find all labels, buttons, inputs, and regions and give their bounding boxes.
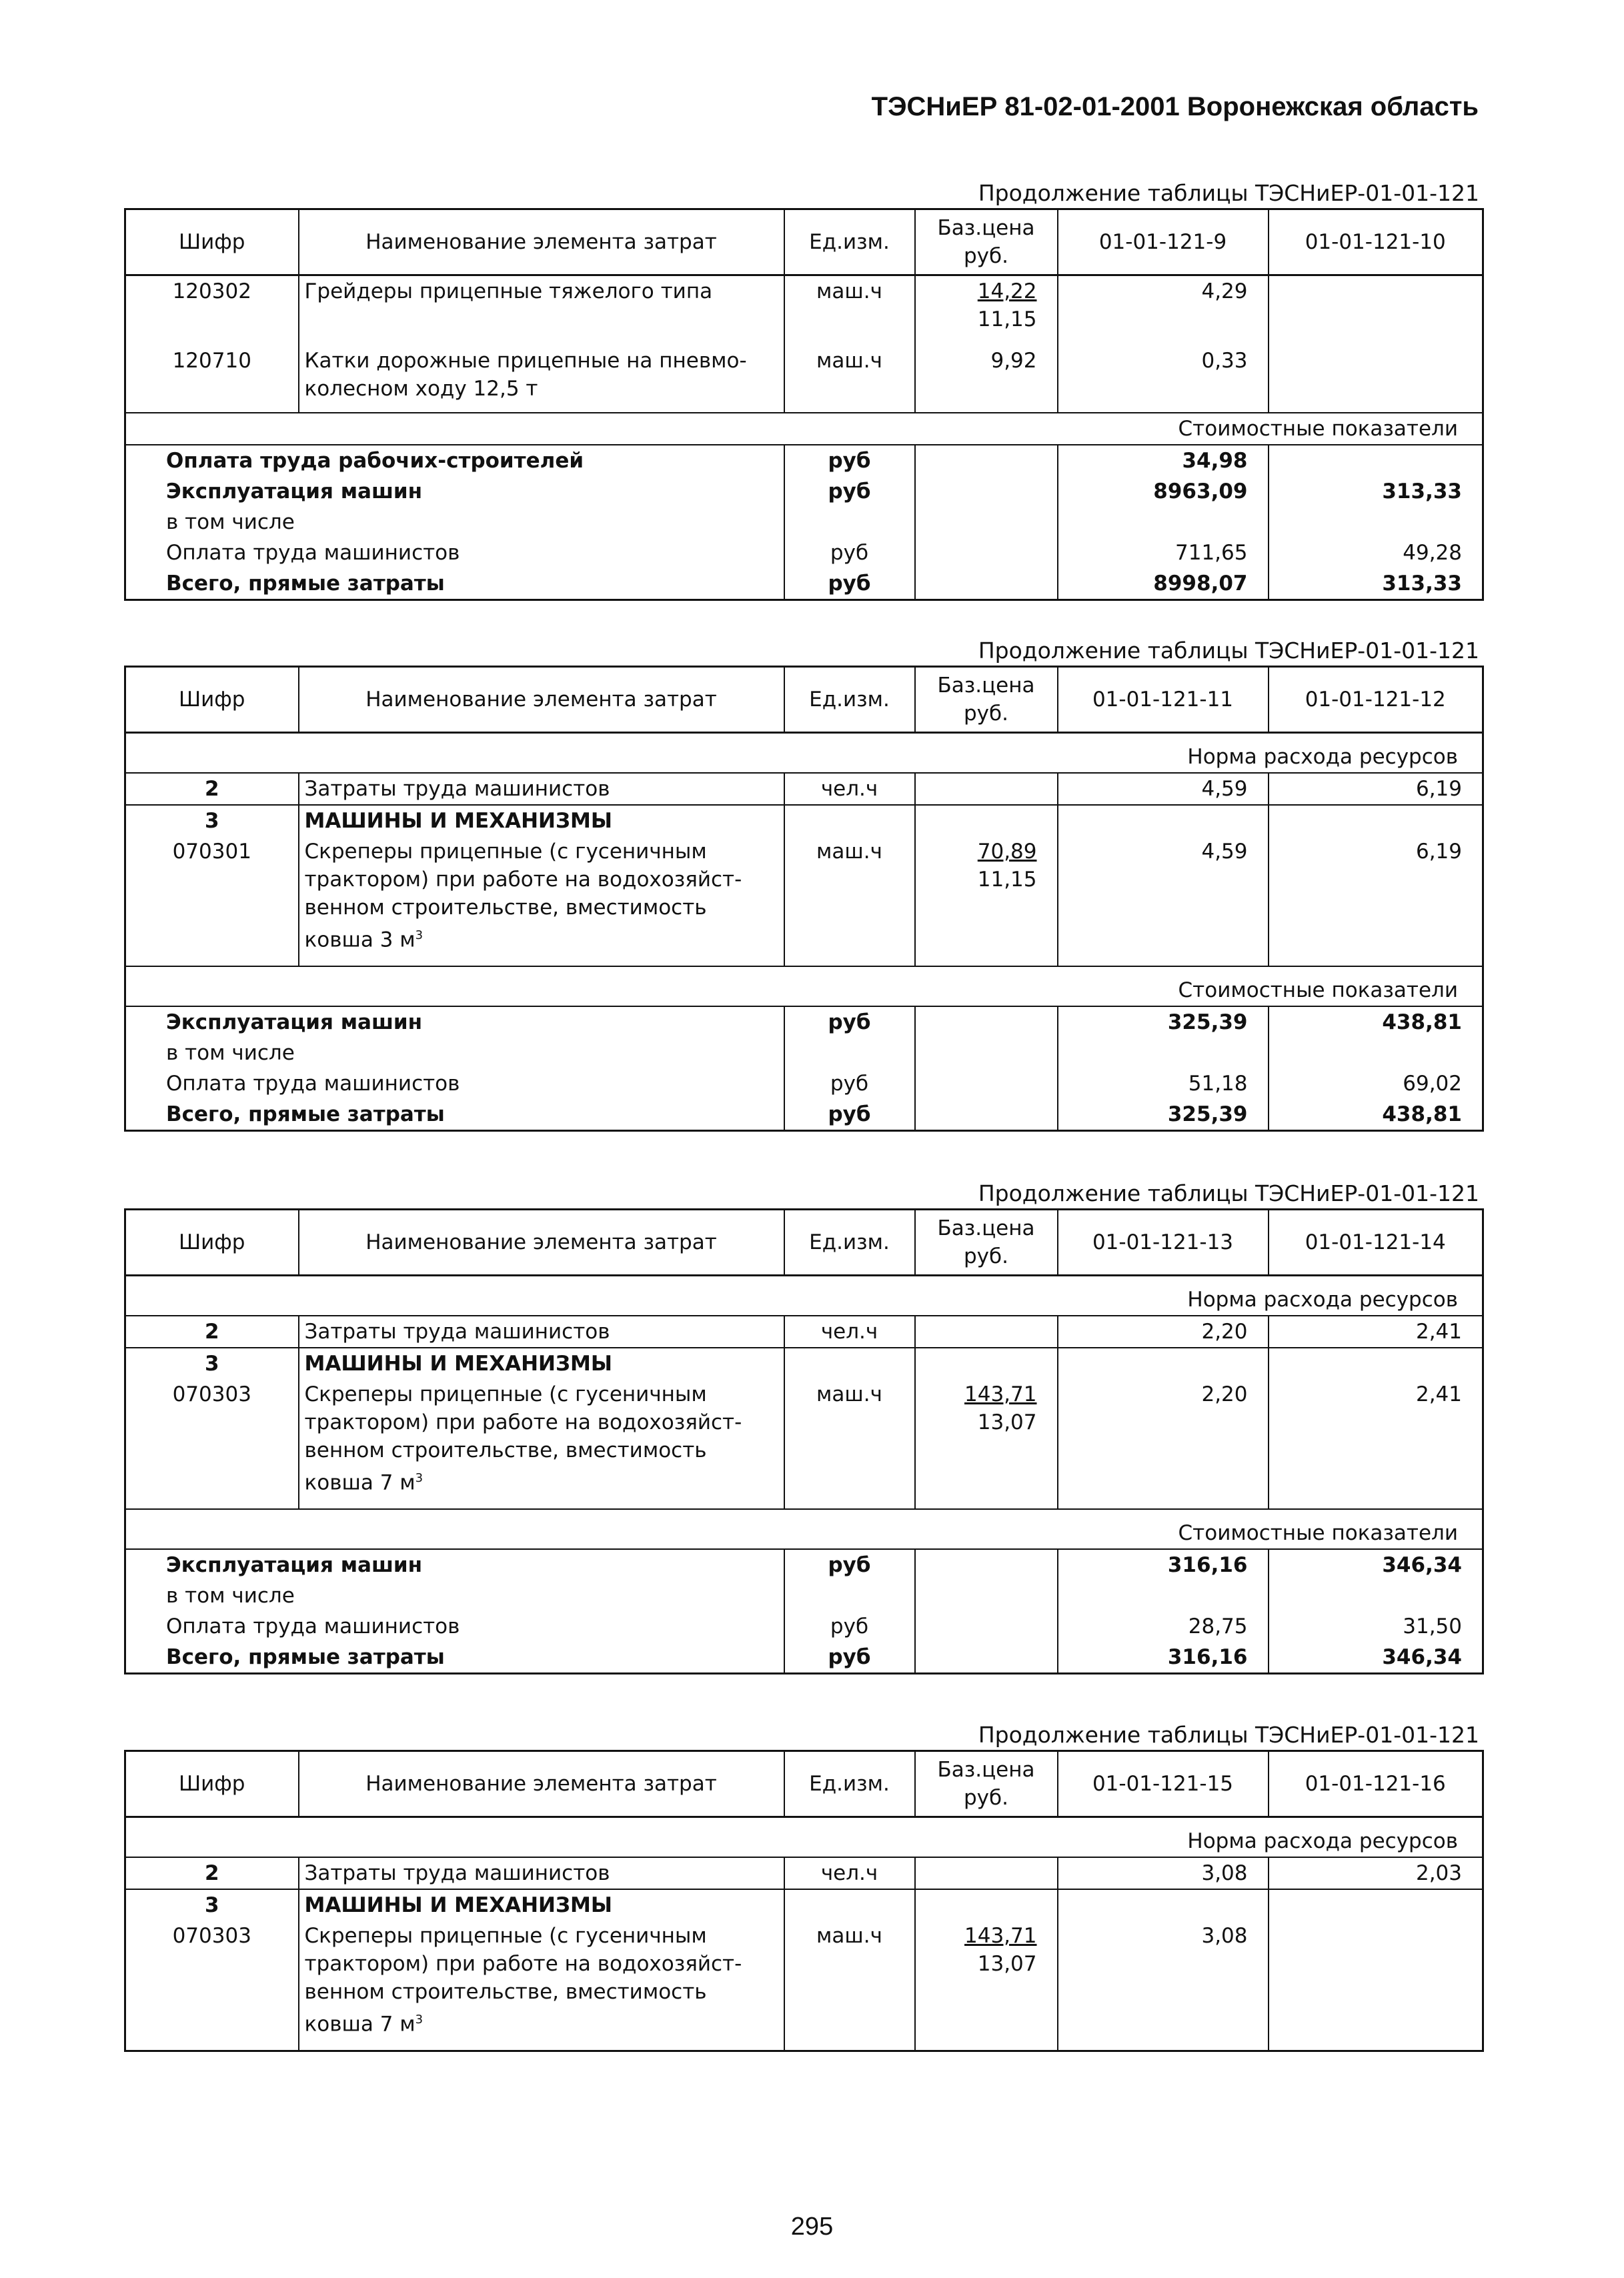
- norm-label-row: [125, 1817, 1483, 1858]
- group-row: [125, 805, 1483, 836]
- total-label: Эксплуатация машин: [125, 1006, 784, 1038]
- total-value-b: 313,33: [1382, 572, 1462, 596]
- total-label: в том числе: [125, 1038, 784, 1068]
- total-unit: руб: [784, 1611, 915, 1642]
- row-unit: чел.ч: [784, 1857, 915, 1889]
- table-caption: Продолжение таблицы ТЭСНиЕР-01-01-121: [978, 638, 1479, 664]
- row-value-b: [1269, 275, 1483, 346]
- row-name: Затраты труда машинистов: [299, 1316, 784, 1348]
- col-header-unit: Ед.изм.: [784, 1751, 915, 1817]
- norms-table: [124, 1750, 1484, 2052]
- col-header-a: 01-01-121-13: [1058, 1210, 1269, 1276]
- total-value-b: 49,28: [1403, 541, 1462, 565]
- total-value-b: 438,81: [1382, 1102, 1462, 1127]
- row-code: 070303: [125, 1379, 299, 1509]
- table-row: [125, 836, 1483, 966]
- total-value-b: 346,34: [1382, 1553, 1462, 1578]
- col-header-a: 01-01-121-11: [1058, 667, 1269, 733]
- table-section-3: [124, 1179, 1482, 1674]
- total-value-a: 316,16: [1058, 1549, 1269, 1580]
- col-header-price: Баз.цена руб.: [915, 667, 1058, 733]
- row-value-a: 4,59: [1058, 836, 1269, 966]
- table-section-2: [124, 636, 1482, 1132]
- total-label: Оплата труда машинистов: [125, 537, 784, 568]
- cost-indicators-row: [125, 1509, 1483, 1549]
- total-row: [125, 1580, 1483, 1611]
- total-row: [125, 1642, 1483, 1674]
- total-row: [125, 1006, 1483, 1038]
- col-header-code: Шифр: [125, 667, 299, 733]
- row-value-a: 3,08: [1058, 1857, 1269, 1889]
- row-value-a: 4,59: [1058, 773, 1269, 805]
- row-unit: маш.ч: [784, 836, 915, 966]
- norms-table: [124, 1208, 1484, 1674]
- total-unit: руб: [784, 476, 915, 507]
- total-row: [125, 1099, 1483, 1131]
- table-caption: Продолжение таблицы ТЭСНиЕР-01-01-121: [978, 180, 1479, 206]
- col-header-name: Наименование элемента затрат: [299, 1210, 784, 1276]
- group-code: 3: [125, 805, 299, 836]
- group-name: МАШИНЫ И МЕХАНИЗМЫ: [299, 1348, 784, 1379]
- row-code: 120710: [125, 345, 299, 413]
- table-row: [125, 275, 1483, 346]
- row-value-b: 2,41: [1415, 1382, 1462, 1406]
- page-number: 295: [790, 2213, 834, 2241]
- group-name: МАШИНЫ И МЕХАНИЗМЫ: [299, 1889, 784, 1921]
- col-header-name: Наименование элемента затрат: [299, 209, 784, 275]
- total-label: Эксплуатация машин: [125, 476, 784, 507]
- total-label: Всего, прямые затраты: [125, 568, 784, 600]
- group-row: [125, 1348, 1483, 1379]
- table-row: [125, 345, 1483, 413]
- total-value-a: 325,39: [1058, 1099, 1269, 1131]
- col-header-a: 01-01-121-15: [1058, 1751, 1269, 1817]
- col-header-unit: Ед.изм.: [784, 667, 915, 733]
- total-value-b: 31,50: [1403, 1614, 1462, 1639]
- total-value-a: 316,16: [1058, 1642, 1269, 1674]
- row-value-b: 6,19: [1415, 840, 1462, 864]
- norms-table: [124, 666, 1484, 1132]
- row-code: 070303: [125, 1921, 299, 2051]
- row-name: Скреперы прицепные (с гусеничным трактором) при работе на водохозяйст- венном строительстве, вместимость ковша 7 $м^3$: [299, 1379, 784, 1509]
- group-name: МАШИНЫ И МЕХАНИЗМЫ: [299, 805, 784, 836]
- total-label: Оплата труда машинистов: [125, 1611, 784, 1642]
- table-section-4: [124, 1721, 1482, 2052]
- row-value-b: 2,03: [1269, 1857, 1483, 1889]
- total-unit: руб: [784, 1099, 915, 1131]
- table-row: [125, 1921, 1483, 2051]
- cost-indicators-label: Стоимостные показатели: [125, 413, 1483, 445]
- total-value-b: 346,34: [1382, 1645, 1462, 1670]
- row-name: Грейдеры прицепные тяжелого типа: [299, 275, 784, 346]
- cost-indicators-label: Стоимостные показатели: [125, 966, 1483, 1006]
- table-caption: Продолжение таблицы ТЭСНиЕР-01-01-121: [978, 1180, 1479, 1206]
- total-row: [125, 568, 1483, 600]
- row-price: 14,22 11,15: [915, 275, 1058, 346]
- col-header-unit: Ед.изм.: [784, 1210, 915, 1276]
- table-caption: Продолжение таблицы ТЭСНиЕР-01-01-121: [978, 1722, 1479, 1748]
- col-header-name: Наименование элемента затрат: [299, 1751, 784, 1817]
- total-value-b: 438,81: [1382, 1010, 1462, 1035]
- total-row: [125, 537, 1483, 568]
- row-name: Затраты труда машинистов: [299, 1857, 784, 1889]
- table-row: [125, 773, 1483, 805]
- row-value-a: 4,29: [1058, 275, 1269, 346]
- table-row: [125, 1379, 1483, 1509]
- total-unit: руб: [784, 1068, 915, 1099]
- col-header-price: Баз.цена руб.: [915, 1751, 1058, 1817]
- cost-indicators-row: [125, 413, 1483, 445]
- row-code: 2: [125, 1857, 299, 1889]
- row-value-a: 0,33: [1058, 345, 1269, 413]
- total-value-a: 711,65: [1058, 537, 1269, 568]
- norm-label: Норма расхода ресурсов: [125, 1276, 1483, 1316]
- col-header-price: Баз.цена руб.: [915, 1210, 1058, 1276]
- row-unit: маш.ч: [784, 1379, 915, 1509]
- col-header-a: 01-01-121-9: [1058, 209, 1269, 275]
- col-header-code: Шифр: [125, 209, 299, 275]
- group-row: [125, 1889, 1483, 1921]
- table-section-1: [124, 179, 1482, 601]
- row-value-b: [1269, 345, 1483, 413]
- cost-indicators-label: Стоимостные показатели: [125, 1509, 1483, 1549]
- total-value-a: 8998,07: [1058, 568, 1269, 600]
- total-row: [125, 507, 1483, 537]
- total-label: Эксплуатация машин: [125, 1549, 784, 1580]
- table-header-row: [125, 667, 1483, 733]
- table-row: [125, 1316, 1483, 1348]
- total-label: в том числе: [125, 507, 784, 537]
- row-price: 70,89 11,15: [915, 836, 1058, 966]
- row-code: 120302: [125, 275, 299, 346]
- total-row: [125, 1611, 1483, 1642]
- row-name: Скреперы прицепные (с гусеничным трактором) при работе на водохозяйст- венном строительстве, вместимость ковша 3 $м^3$: [299, 836, 784, 966]
- row-code: 2: [125, 1316, 299, 1348]
- row-unit: маш.ч: [784, 1921, 915, 2051]
- group-code: 3: [125, 1889, 299, 1921]
- total-unit: руб: [784, 1006, 915, 1038]
- col-header-price: Баз.цена руб.: [915, 209, 1058, 275]
- col-header-unit: Ед.изм.: [784, 209, 915, 275]
- table-header-row: [125, 1210, 1483, 1276]
- row-price: 143,71 13,07: [915, 1921, 1058, 2051]
- total-unit: руб: [784, 1642, 915, 1674]
- total-unit: руб: [784, 445, 915, 476]
- row-price: 143,71 13,07: [915, 1379, 1058, 1509]
- col-header-code: Шифр: [125, 1210, 299, 1276]
- total-label: Всего, прямые затраты: [125, 1099, 784, 1131]
- table-header-row: [125, 209, 1483, 275]
- total-label: в том числе: [125, 1580, 784, 1611]
- total-value-b: 313,33: [1382, 479, 1462, 503]
- norm-label-row: [125, 1276, 1483, 1316]
- row-name: Катки дорожные прицепные на пневмо- колесном ходу 12,5 т: [299, 345, 784, 413]
- row-name: Затраты труда машинистов: [299, 773, 784, 805]
- col-header-code: Шифр: [125, 1751, 299, 1817]
- row-value-a: 3,08: [1058, 1921, 1269, 2051]
- total-label: Всего, прямые затраты: [125, 1642, 784, 1674]
- row-value-b: [1269, 1921, 1483, 2051]
- row-value-a: 2,20: [1058, 1379, 1269, 1509]
- norms-table: [124, 208, 1484, 601]
- row-price: 9,92: [915, 345, 1058, 413]
- total-row: [125, 476, 1483, 507]
- total-value-a: 28,75: [1058, 1611, 1269, 1642]
- total-label: Оплата труда рабочих-строителей: [125, 445, 784, 476]
- col-header-b: 01-01-121-16: [1269, 1751, 1483, 1817]
- norm-label: Норма расхода ресурсов: [125, 1817, 1483, 1858]
- norm-label: Норма расхода ресурсов: [125, 733, 1483, 774]
- row-value-a: 2,20: [1058, 1316, 1269, 1348]
- col-header-b: 01-01-121-14: [1269, 1210, 1483, 1276]
- row-value-b: 6,19: [1269, 773, 1483, 805]
- total-label: Оплата труда машинистов: [125, 1068, 784, 1099]
- total-value-a: 8963,09: [1058, 476, 1269, 507]
- total-value-a: 34,98: [1058, 445, 1269, 476]
- norm-label-row: [125, 733, 1483, 774]
- page-header-title: ТЭСНиЕР 81-02-01-2001 Воронежская область: [871, 92, 1479, 121]
- group-code: 3: [125, 1348, 299, 1379]
- total-row: [125, 1038, 1483, 1068]
- total-row: [125, 1549, 1483, 1580]
- row-value-b: 2,41: [1269, 1316, 1483, 1348]
- row-name: Скреперы прицепные (с гусеничным трактором) при работе на водохозяйст- венном строительстве, вместимость ковша 7 $м^3$: [299, 1921, 784, 2051]
- row-unit: маш.ч: [784, 345, 915, 413]
- total-unit: руб: [784, 568, 915, 600]
- col-header-b: 01-01-121-12: [1269, 667, 1483, 733]
- col-header-b: 01-01-121-10: [1269, 209, 1483, 275]
- total-unit: руб: [784, 1549, 915, 1580]
- row-code: 2: [125, 773, 299, 805]
- row-unit: маш.ч: [784, 275, 915, 346]
- total-row: [125, 1068, 1483, 1099]
- total-value-b: [1269, 445, 1483, 476]
- total-value-a: 51,18: [1058, 1068, 1269, 1099]
- table-header-row: [125, 1751, 1483, 1817]
- row-code: 070301: [125, 836, 299, 966]
- total-row: [125, 445, 1483, 476]
- row-unit: чел.ч: [784, 1316, 915, 1348]
- col-header-name: Наименование элемента затрат: [299, 667, 784, 733]
- total-value-a: 325,39: [1058, 1006, 1269, 1038]
- total-value-b: 69,02: [1403, 1072, 1462, 1096]
- row-unit: чел.ч: [784, 773, 915, 805]
- table-row: [125, 1857, 1483, 1889]
- cost-indicators-row: [125, 966, 1483, 1006]
- total-unit: руб: [784, 537, 915, 568]
